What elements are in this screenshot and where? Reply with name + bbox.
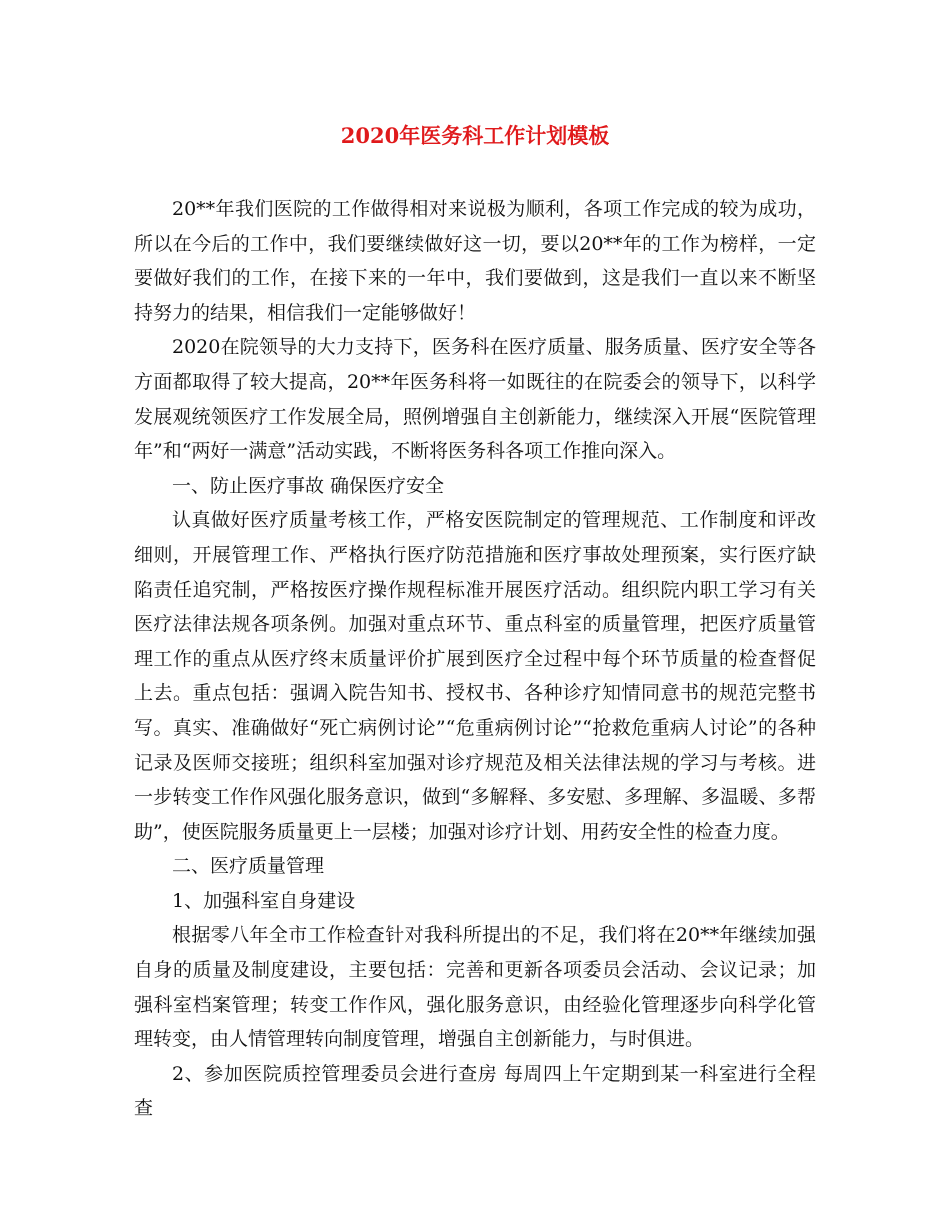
section-heading-quality: 二、医疗质量管理 bbox=[172, 855, 325, 878]
paragraph-safety: 认真做好医疗质量考核工作，严格安医院制定的管理规范、工作制度和评改细则，开展管理工作、严格执行医疗防范措施和医疗事故处理预案，实行医疗缺陷责任追究制，严格按医疗操作规程标准开展医疗活动。组织院内职工学习有关医疗法律法规各项条例。加强对重点环节、重点科室的质量管理，把医疗质量管理工作的重点从医疗终末质量评价扩展到医疗全过程中每个环节质量的检查督促上去。重点包括：强调入院告知书、授权书、各种诊疗知情同意书的规范完整书写。真实、准确做好“死亡病例讨论”“危重病例讨论”“抢救危重病人讨论”的各种记录及医师交接班；组织科室加强对诊疗规范及相关法律法规的学习与考核。进一步转变工作作风强化服务意识，做到“多解释、多安慰、多理解、多温暖、多帮助”，使医院服务质量更上一层楼；加强对诊疗计划、用药安全性的检查力度。 bbox=[134, 509, 816, 843]
document-body bbox=[134, 192, 816, 1126]
paragraph-summary: 2020在院领导的大力支持下，医务科在医疗质量、服务质量、医疗安全等各方面都取得了较大提高，20**年医务科将一如既往的在院委会的领导下，以科学发展观统领医疗工作发展全局，照例增强自主创新能力，继续深入开展“医院管理年”和“两好一满意”活动实践，不断将医务科各项工作推向深入。 bbox=[134, 336, 816, 463]
paragraph-department: 根据零八年全市工作检查针对我科所提出的不足，我们将在20**年继续加强自身的质量及制度建设，主要包括：完善和更新各项委员会活动、会议记录；加强科室档案管理；转变工作作风，强化服务意识，由经验化管理逐步向科学化管理转变，由人情管理转向制度管理，增强自主创新能力，与时俱进。 bbox=[134, 924, 816, 1051]
paragraph-intro: 20**年我们医院的工作做得相对来说极为顺利，各项工作完成的较为成功，所以在今后的工作中，我们要继续做好这一切，要以20**年的工作为榜样，一定要做好我们的工作，在接下来的一年中，我们要做到，这是我们一直以来不断坚持努力的结果，相信我们一定能够做好！ bbox=[134, 198, 816, 324]
subheading-rounds: 2、参加医院质控管理委员会进行查房 每周四上午定期到某一科室进行全程查 bbox=[134, 1062, 816, 1120]
subheading-department: 1、加强科室自身建设 bbox=[172, 889, 356, 912]
section-heading-safety: 一、防止医疗事故 确保医疗安全 bbox=[172, 474, 445, 497]
document-title: 2020年医务科工作计划模板 bbox=[340, 123, 610, 148]
